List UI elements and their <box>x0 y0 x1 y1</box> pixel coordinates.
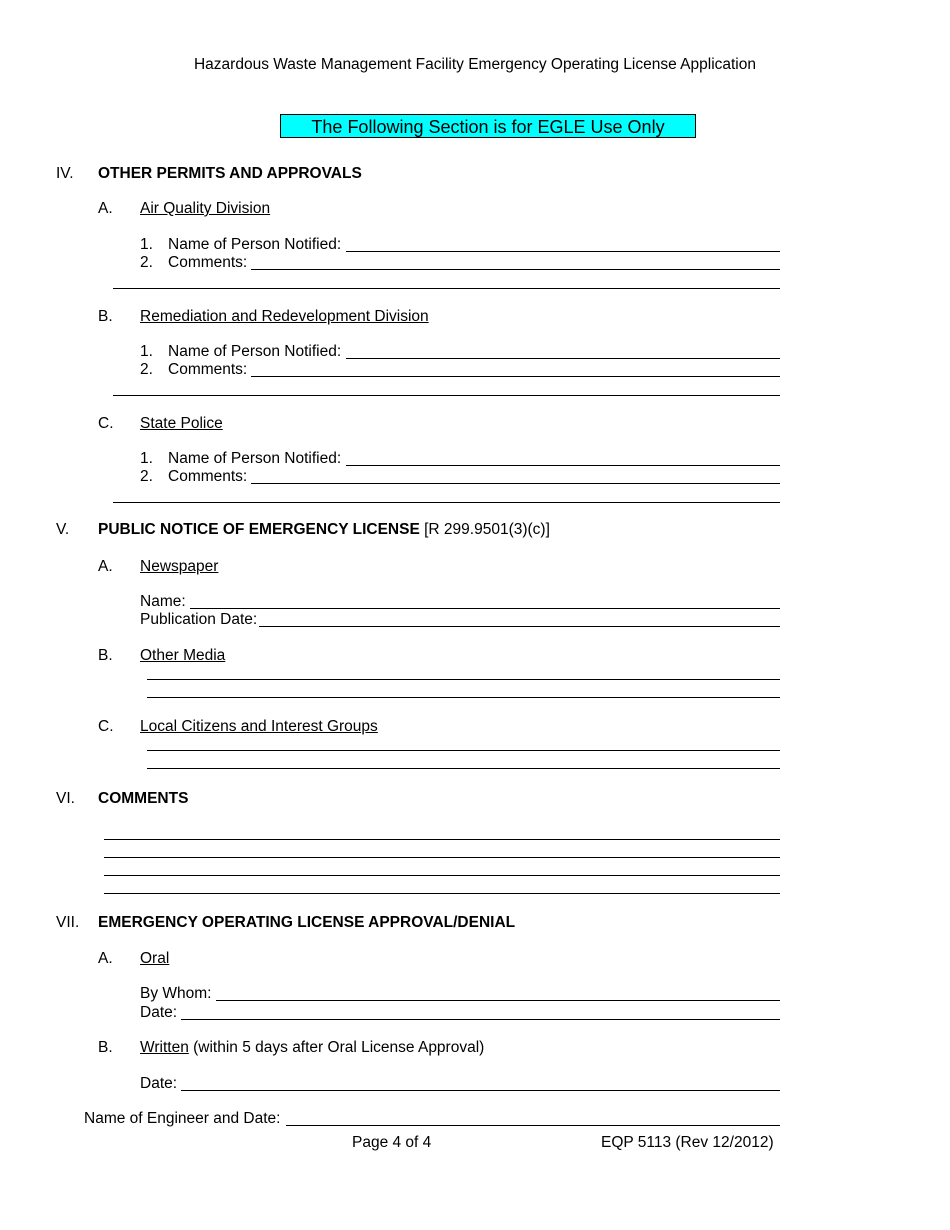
person-notified-field[interactable] <box>346 358 780 359</box>
item-number: 1. <box>140 450 153 467</box>
item-number: 1. <box>140 236 153 253</box>
section-title: COMMENTS <box>98 790 189 807</box>
section-title-wrapper <box>98 521 550 539</box>
local-citizens-field[interactable] <box>147 750 780 751</box>
person-notified-label: Name of Person Notified: <box>168 450 342 467</box>
section-title: OTHER PERMITS AND APPROVALS <box>98 165 362 182</box>
person-notified-field[interactable] <box>346 251 780 252</box>
written-heading-wrapper <box>140 1039 484 1057</box>
subsection-letter: C. <box>98 415 114 432</box>
comments-label: Comments: <box>168 361 248 378</box>
publication-date-label: Publication Date: <box>140 611 258 628</box>
comments-field-continuation[interactable] <box>113 502 780 503</box>
form-number: EQP 5113 (Rev 12/2012) <box>601 1134 774 1151</box>
comments-line[interactable] <box>104 875 780 876</box>
other-media-field[interactable] <box>147 697 780 698</box>
item-number: 2. <box>140 468 153 485</box>
oral-heading: Oral <box>140 950 170 967</box>
written-heading: Written <box>140 1039 189 1056</box>
subsection-letter: B. <box>98 308 113 325</box>
section-number: VI. <box>56 790 75 807</box>
engineer-field[interactable] <box>286 1125 780 1126</box>
document-header: Hazardous Waste Management Facility Emergency Operating License Application <box>193 56 756 73</box>
newspaper-name-field[interactable] <box>190 608 780 609</box>
subsection-letter: B. <box>98 647 113 664</box>
comments-field[interactable] <box>251 376 780 377</box>
comments-line[interactable] <box>104 893 780 894</box>
written-date-label: Date: <box>140 1075 178 1092</box>
page-number: Page 4 of 4 <box>352 1134 432 1151</box>
written-date-field[interactable] <box>181 1090 780 1091</box>
subsection-letter: A. <box>98 200 113 217</box>
section-title: PUBLIC NOTICE OF EMERGENCY LICENSE <box>98 521 420 538</box>
local-citizens-heading: Local Citizens and Interest Groups <box>140 718 378 735</box>
comments-field[interactable] <box>251 483 780 484</box>
subsection-letter: A. <box>98 950 113 967</box>
publication-date-field[interactable] <box>259 626 780 627</box>
subsection-letter: B. <box>98 1039 113 1056</box>
egle-use-only-banner: The Following Section is for EGLE Use Only <box>280 114 696 138</box>
regulation-citation: [R 299.9501(3)(c)] <box>419 521 550 538</box>
comments-field-continuation[interactable] <box>113 395 780 396</box>
subsection-letter: C. <box>98 718 114 735</box>
comments-label: Comments: <box>168 254 248 271</box>
remediation-division-heading: Remediation and Redevelopment Division <box>140 308 429 325</box>
other-media-heading: Other Media <box>140 647 226 664</box>
comments-field[interactable] <box>251 269 780 270</box>
oral-date-label: Date: <box>140 1004 178 1021</box>
comments-line[interactable] <box>104 857 780 858</box>
section-number: V. <box>56 521 70 538</box>
written-note: (within 5 days after Oral License Approval) <box>188 1039 485 1056</box>
newspaper-heading: Newspaper <box>140 558 219 575</box>
by-whom-label: By Whom: <box>140 985 212 1002</box>
subsection-letter: A. <box>98 558 113 575</box>
air-quality-division-heading: Air Quality Division <box>140 200 271 217</box>
section-title: EMERGENCY OPERATING LICENSE APPROVAL/DENIAL <box>98 914 516 931</box>
item-number: 2. <box>140 361 153 378</box>
oral-date-field[interactable] <box>181 1019 780 1020</box>
comments-label: Comments: <box>168 468 248 485</box>
person-notified-field[interactable] <box>346 465 780 466</box>
comments-line[interactable] <box>104 839 780 840</box>
by-whom-field[interactable] <box>216 1000 780 1001</box>
item-number: 1. <box>140 343 153 360</box>
section-number: IV. <box>56 165 74 182</box>
person-notified-label: Name of Person Notified: <box>168 343 342 360</box>
item-number: 2. <box>140 254 153 271</box>
engineer-label: Name of Engineer and Date: <box>84 1110 281 1127</box>
local-citizens-field[interactable] <box>147 768 780 769</box>
comments-field-continuation[interactable] <box>113 288 780 289</box>
state-police-heading: State Police <box>140 415 223 432</box>
newspaper-name-label: Name: <box>140 593 186 610</box>
section-number: VII. <box>56 914 80 931</box>
other-media-field[interactable] <box>147 679 780 680</box>
person-notified-label: Name of Person Notified: <box>168 236 342 253</box>
